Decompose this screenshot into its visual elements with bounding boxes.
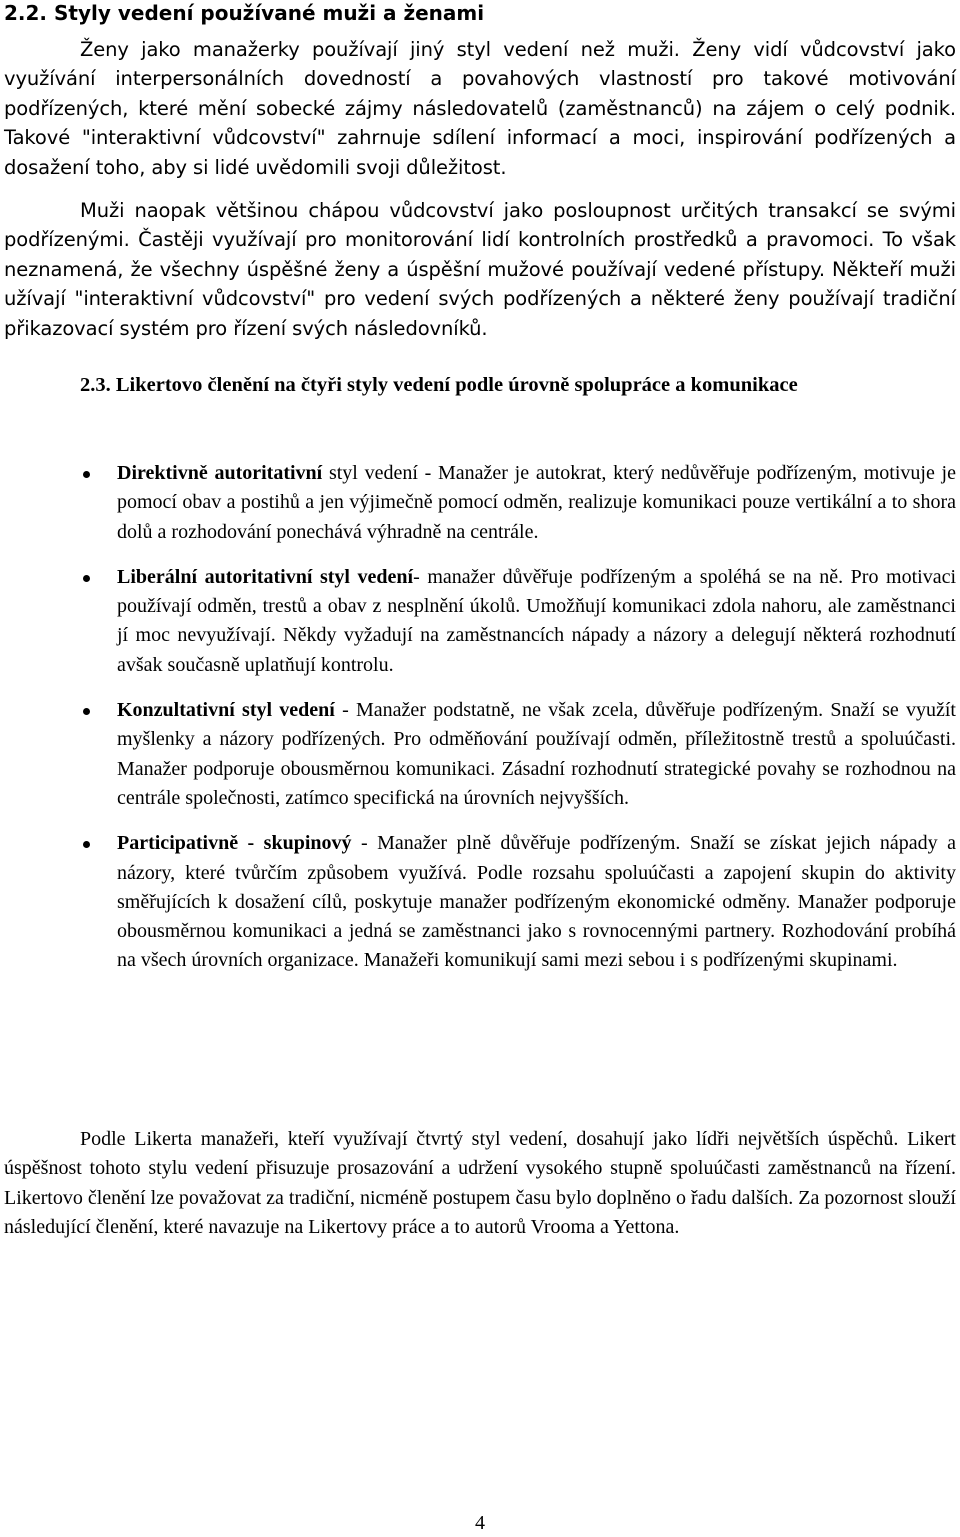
style-description: - Manažer podstatně, ne však zcela, důvěřuje podřízeným. Snaží se využít myšlenky a názory podřízených. Pro odměňování používají odměn, příležitostně trestů a spoluúčasti. Manažer podporuje obousměrnou komunikaci. Zásadní rozhodnutí strategické povahy se rozhodnou na centrále společnosti, zatímco specifická na úrovních nejvyšších. xyxy=(117,699,956,809)
paragraph-men-leadership: Muži naopak většinou chápou vůdcovství jako posloupnost určitých transakcí se svými podřízenými. Častěji využívají pro monitorování lidí kontrolních prostředků a pravomoci. To však neznamená, že všechny úspěšné ženy a úspěšní mužové používají vedené přístupy. Někteří muži užívají "interaktivní vůdcovství" pro vedení svých podřízených a některé ženy používají tradiční přikazovací systém pro řízení svých následovníků. xyxy=(4,199,956,340)
style-description: styl vedení - Manažer je autokrat, který nedůvěřuje podřízeným, motivuje je pomocí obav a postihů a jen výjimečně pomocí odměn, realizuje komunikaci pouze vertikální a to shora dolů a rozhodování ponechává výhradně na centrále. xyxy=(117,462,956,543)
page-number: 4 xyxy=(475,1512,485,1534)
leadership-styles-list xyxy=(117,459,956,976)
list-item xyxy=(117,459,956,547)
bullet-icon xyxy=(83,471,90,478)
section-heading: 2.2. Styly vedení používané muži a ženami xyxy=(4,1,485,25)
style-term: Direktivně autoritativní xyxy=(117,462,323,484)
subsection-heading: 2.3. Likertovo členění na čtyři styly vedení podle úrovně spolupráce a komunikace xyxy=(80,374,798,396)
bullet-icon xyxy=(83,841,90,848)
list-item xyxy=(117,696,956,813)
paragraph-likert: Podle Likerta manažeři, kteří využívají čtvrtý styl vedení, dosahují jako lídři největších úspěchů. Likert úspěšnost tohoto stylu vedení přisuzuje prosazování a udržení vysokého stupně spoluúčasti zaměstnanců na řízení. Likertovo členění lze považovat za tradiční, nicméně postupem času bylo doplněno o řadu dalších. Za pozornost slouží následující členění, které navazuje na Likertovy práce a to autorů Vrooma a Yettona. xyxy=(4,1128,956,1238)
list-item xyxy=(117,829,956,975)
style-term: Liberální autoritativní styl vedení xyxy=(117,565,414,588)
paragraph-women-leadership: Ženy jako manažerky používají jiný styl vedení než muži. Ženy vidí vůdcovství jako využívání interpersonálních dovedností a povahových vlastností pro takové motivování podřízených, které mění sobecké zájmy následovatelů (zaměstnanců) na zájem o celý podnik. Takové "interaktivní vůdcovství" zahrnuje sdílení informací a moci, inspirování podřízených a dosažení toho, aby si lidé uvědomili svoji důležitost. xyxy=(4,38,956,179)
list-item xyxy=(117,563,956,680)
style-term: Konzultativní styl vedení xyxy=(117,699,335,722)
style-description: - Manažer plně důvěřuje podřízeným. Snaží se získat jejich nápady a názory, které tvůrčím způsobem využívá. Podle rozsahu spoluúčasti a zapojení skupin do aktivity směřujících k dosažení cílů, poskytuje manažer podřízeným ekonomické odměny. Manažer podporuje obousměrnou komunikaci a jedná se zaměstnanci jako s rovnocennými partnery. Rozhodování probíhá na všech úrovních organizace. Manažeři komunikují sami mezi sebou i s podřízenými skupinami. xyxy=(117,832,957,972)
style-term: Participativně - skupinový xyxy=(117,832,352,855)
bullet-icon xyxy=(83,708,90,715)
bullet-icon xyxy=(83,575,90,582)
style-description: - manažer důvěřuje podřízeným a spoléhá se na ně. Pro motivaci používají odměn, trestů a obav z nesplnění úkolů. Umožňují komunikaci zdola nahoru, ale zaměstnanci jí moc nevyužívají. Někdy vyžadují na zaměstnancích nápady a názory a delegují některá rozhodnutí avšak současně uplatňují kontrolu. xyxy=(117,565,957,676)
